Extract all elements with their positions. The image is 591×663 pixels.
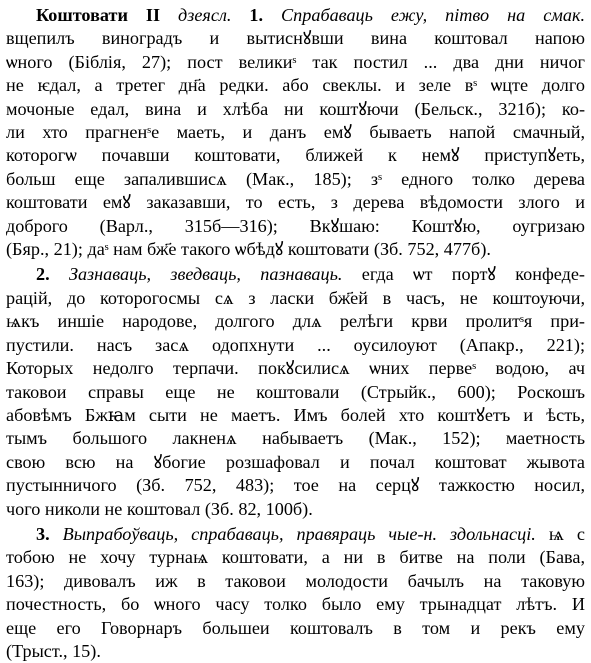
text-line: мочоные едал, вина и хлѣба ни коштꙋючи (Бельск., 321б); ко- [6, 98, 585, 119]
text-fragment: егда ѡт портꙋ конфеде- [361, 264, 585, 285]
headword: Коштовати II [36, 5, 161, 25]
text-line: 163); дивовалъ иж в таковои молодости бачылъ на таковую [6, 570, 585, 591]
text-line: свою всю на ꙋбогие розшафовал и почал коштоват жывота [6, 451, 585, 472]
sense-3-header-line [6, 523, 585, 546]
text-line: коштовати емꙋ заказавши, то есть, з дерева вѣдомости злого и [6, 192, 585, 213]
text-line: рацій, до которогосмы сѧ з ласки бж҃ей в часъ, не коштоуючи, [6, 287, 585, 308]
text-line: больш еще запалившисѧ (Мак., 185); зˢ едного толко дерева [6, 168, 585, 189]
text-line: которогѡ почавши коштовати, ближей к немꙋ приступꙋеть, [6, 145, 585, 166]
text-line: не ѥдал, а третег дн҃а редки. або свеклы. и зеле вˢ ѡцте долго [6, 75, 585, 96]
text-line: абовѣмъ Бжꙗм сыти не маетъ. Имъ болей хто коштꙋетъ и ѣсть, [6, 404, 585, 425]
text-line: пустили. насъ засѧ одопхнути ... оусилоуют (Апакр., 221); [6, 334, 585, 355]
text-line: (Трыст., 15). [6, 640, 101, 661]
text-line: ли хто прагненˢе маеть, и данъ емꙋ бываеть напой смачный, [6, 122, 585, 143]
sense-3-number: 3. [36, 523, 50, 544]
text-line: ѩкъ иншіе народове, долгого длѧ релѣги крви пролитˢя при- [6, 311, 585, 332]
sense-3-definition: Выпрабоўваць, спрабаваць, правяраць чые-н. здольнасці. [62, 523, 536, 544]
sense-1-number: 1. [249, 5, 264, 25]
text-line: вщепилъ виноградъ и вытиснꙋвши вина коштовал напою [6, 28, 585, 49]
sense-2-header-line [6, 263, 585, 286]
entry-header-line [6, 4, 585, 27]
text-line: чого николи не коштовал (Зб. 82, 100б). [6, 498, 313, 519]
text-line: тобою не хочу турнаѩ коштовати, а ни в битве на поли (Бава, [6, 547, 585, 568]
text-line: (Бяр., 21); даˢ нам бж҃е такого ѡбѣдꙋ коштовати (Зб. 752, 477б). [6, 239, 491, 260]
text-line: пустынничого (Зб. 752, 483); тое на серцꙋ тажкостю носил, [6, 475, 585, 496]
text-line: Которых недолго терпачи. покꙋсилисѧ ѡних первеˢ водою, ач [6, 358, 585, 379]
sense-2-paragraph [6, 263, 585, 520]
part-of-speech: дзеясл. [178, 5, 232, 25]
text-line: доброго (Варл., 315б—316); Вкꙋшаю: Коштꙋю, оугризаю [6, 215, 585, 236]
sense-2-definition: Зазнаваць, зведваць, пазнаваць. [68, 264, 343, 285]
text-fragment: ѩ с [548, 523, 585, 544]
text-line: таковои справы еще не коштовали (Стрыйк., 600); Роскошъ [6, 381, 585, 402]
text-line: ѡного (Біблія, 27); пост великиˢ так постил ... два дни ничог [6, 51, 585, 72]
text-line: тымъ большого лакненѧ набываетъ (Мак., 152); маетность [6, 428, 585, 449]
sense-1-paragraph [6, 4, 585, 261]
sense-3-paragraph [6, 523, 585, 663]
sense-1-definition: Спрабаваць ежу, пітво на смак. [281, 5, 585, 25]
text-line: еще его Говорнаръ большеи коштовалъ в том и рекъ ему [6, 617, 585, 638]
sense-2-number: 2. [36, 264, 50, 285]
text-line: почестность, бо ѡного часу толко было ему трынадцат лѣтъ. И [6, 594, 585, 615]
